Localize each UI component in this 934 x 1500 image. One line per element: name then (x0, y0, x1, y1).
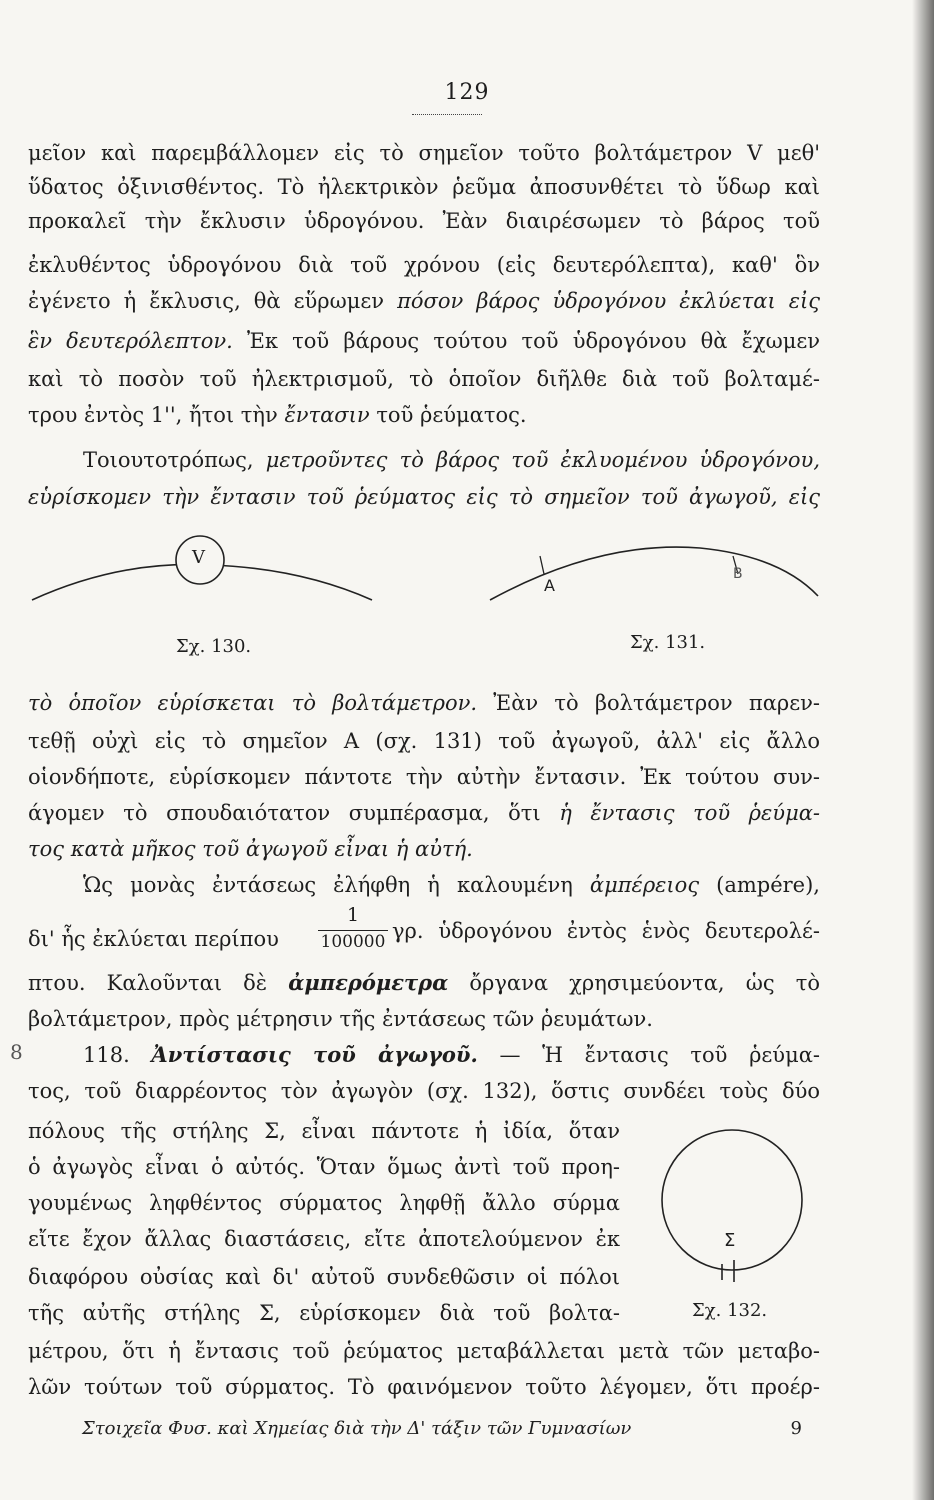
italic-phrase: πόσον βάρος ὑδρογόνου ἐκλύεται εἰς (397, 289, 820, 313)
footer-text: Στοιχεῖα Φυσ. καὶ Χημείας διὰ τὴν Δ' τάξιν τῶν Γυμνασίων (82, 1418, 632, 1439)
fraction-numerator: 1 (346, 904, 360, 926)
margin-note: 8 (10, 1040, 23, 1064)
text-line: ἐκλυθέντος ὑδρογόνου διὰ τοῦ χρόνου (εἰς δευτερόλεπτα), καθ' ὃν (28, 253, 820, 277)
italic-phrase: ἓν δευτερόλεπτον. (28, 329, 233, 353)
text-line: μέτρου, ὅτι ἡ ἔντασις τοῦ ῥεύματος μεταβάλλεται μετὰ τῶν μεταβο- (28, 1339, 820, 1363)
text-line: διαφόρου οὐσίας καὶ δι' αὐτοῦ συνδεθῶσιν οἱ πόλοι (28, 1265, 620, 1289)
section-number: 118. (83, 1043, 130, 1067)
figure-131-label-b: B (733, 566, 743, 582)
text-span: ἐγένετο ἡ ἔκλυσις, θὰ εὕρωμεν (28, 289, 385, 313)
text-line: οἱονδήποτε, εὑρίσκομεν πάντοτε τὴν αὐτὴν ἔντασιν. Ἐκ τούτου συν- (28, 765, 820, 789)
text-line: τῆς αὐτῆς στήλης Σ, εὑρίσκομεν διὰ τοῦ βολτα- (28, 1301, 620, 1325)
text-line: λῶν τούτων τοῦ σύρματος. Τὸ φαινόμενον τοῦτο λέγομεν, ὅτι προέρ- (28, 1375, 820, 1399)
italic-phrase: ἔντασιν (284, 403, 370, 427)
italic-phrase: τὸ ὁποῖον εὑρίσκεται τὸ βολτάμετρον. (28, 691, 478, 715)
text-span: ὄργανα χρησιμεύοντα, ὡς τὸ (469, 971, 820, 995)
text-line: μεῖον καὶ παρεμβάλλομεν εἰς τὸ σημεῖον τοῦτο βολτάμετρον V μεθ' (28, 141, 820, 165)
text-span: Ἐὰν τὸ βολτάμετρον παρεν- (493, 691, 820, 715)
text-span: πτου. Καλοῦνται δὲ (28, 971, 268, 995)
text-line: γουμένως ληφθέντος σύρματος ληφθῇ ἄλλο σύρμα (28, 1191, 620, 1215)
text-line: εἴτε ἔχον ἄλλας διαστάσεις, εἴτε ἀποτελούμενον ἐκ (28, 1227, 620, 1251)
figure-131-caption: Σχ. 131. (630, 632, 706, 653)
section-title: Ἀντίστασις τοῦ ἀγωγοῦ. (151, 1042, 478, 1067)
text-line: τεθῇ οὐχὶ εἰς τὸ σημεῖον Α (σχ. 131) τοῦ ἀγωγοῦ, ἀλλ' εἰς ἄλλο (28, 729, 820, 753)
text-line: εὑρίσκομεν τὴν ἔντασιν τοῦ ῥεύματος εἰς τὸ σημεῖον τοῦ ἀγωγοῦ, εἰς (28, 485, 820, 509)
italic-phrase: ἡ ἔντασις τοῦ ῥεύμα- (559, 801, 820, 825)
signature-mark: 9 (790, 1418, 802, 1439)
text-line: τος κατὰ μῆκος τοῦ ἀγωγοῦ εἶναι ἡ αὐτή. (28, 837, 473, 861)
text-line: τος, τοῦ διαρρέοντος τὸν ἀγωγὸν (σχ. 132), ὅστις συνδέει τοὺς δύο (28, 1079, 820, 1103)
figure-131-label-a: A (544, 576, 555, 595)
text-span: Ἐκ τοῦ βάρους τούτου τοῦ ὑδρογόνου θὰ ἔχωμεν (246, 329, 820, 353)
text-span: Ὡς μονὰς ἐντάσεως ἐλήφθη ἡ καλουμένη (83, 873, 573, 897)
text-line: πόλους τῆς στήλης Σ, εἶναι πάντοτε ἡ ἰδία, ὅταν (28, 1119, 620, 1143)
text-line: προκαλεῖ τὴν ἔκλυσιν ὑδρογόνου. Ἐὰν διαιρέσωμεν τὸ βάρος τοῦ (28, 209, 820, 233)
text-span: Τοιουτοτρόπως, (83, 448, 254, 472)
bold-term: ἀμπερόμετρα (288, 970, 449, 995)
page-footer (82, 1418, 802, 1439)
figure-130-label: V (192, 547, 205, 568)
italic-phrase: ἀμπέρειος (589, 873, 700, 897)
text-line: γρ. ὑδρογόνου ἐντὸς ἑνὸς δευτερολέ- (392, 919, 820, 943)
text-line: ὕδατος ὀξινισθέντος. Τὸ ἠλεκτρικὸν ῥεῦμα ἀποσυνθέτει τὸ ὕδωρ καὶ (28, 175, 820, 199)
figure-130-caption: Σχ. 130. (176, 636, 252, 657)
text-line: ὁ ἀγωγὸς εἶναι ὁ αὐτός. Ὅταν ὅμως ἀντὶ τοῦ προη- (28, 1155, 620, 1179)
text-span: τρου ἐντὸς 1'', ἤτοι τὴν (28, 403, 278, 427)
figure-132-label: Σ (724, 1230, 736, 1251)
text-line: βολτάμετρον, πρὸς μέτρησιν τῆς ἐντάσεως τῶν ῥευμάτων. (28, 1007, 653, 1031)
figure-132-caption: Σχ. 132. (692, 1300, 768, 1321)
fraction-denominator: 100000 (320, 932, 386, 952)
text-span: (ampére), (716, 873, 820, 897)
text-line: δι' ἧς ἐκλύεται περίπου (28, 927, 279, 951)
italic-phrase: μετροῦντες τὸ βάρος τοῦ ἐκλυομένου ὑδρογόνου, (265, 448, 820, 472)
text-line: καὶ τὸ ποσὸν τοῦ ἠλεκτρισμοῦ, τὸ ὁποῖον διῆλθε διὰ τοῦ βολταμέ- (28, 367, 820, 391)
page-number: 129 (444, 80, 490, 105)
text-span: τοῦ ῥεύματος. (376, 403, 527, 427)
text-span: άγομεν τὸ σπουδαιότατον συμπέρασμα, ὅτι (28, 801, 541, 825)
text-span: — Ἡ ἔντασις τοῦ ῥεύμα- (499, 1043, 820, 1067)
